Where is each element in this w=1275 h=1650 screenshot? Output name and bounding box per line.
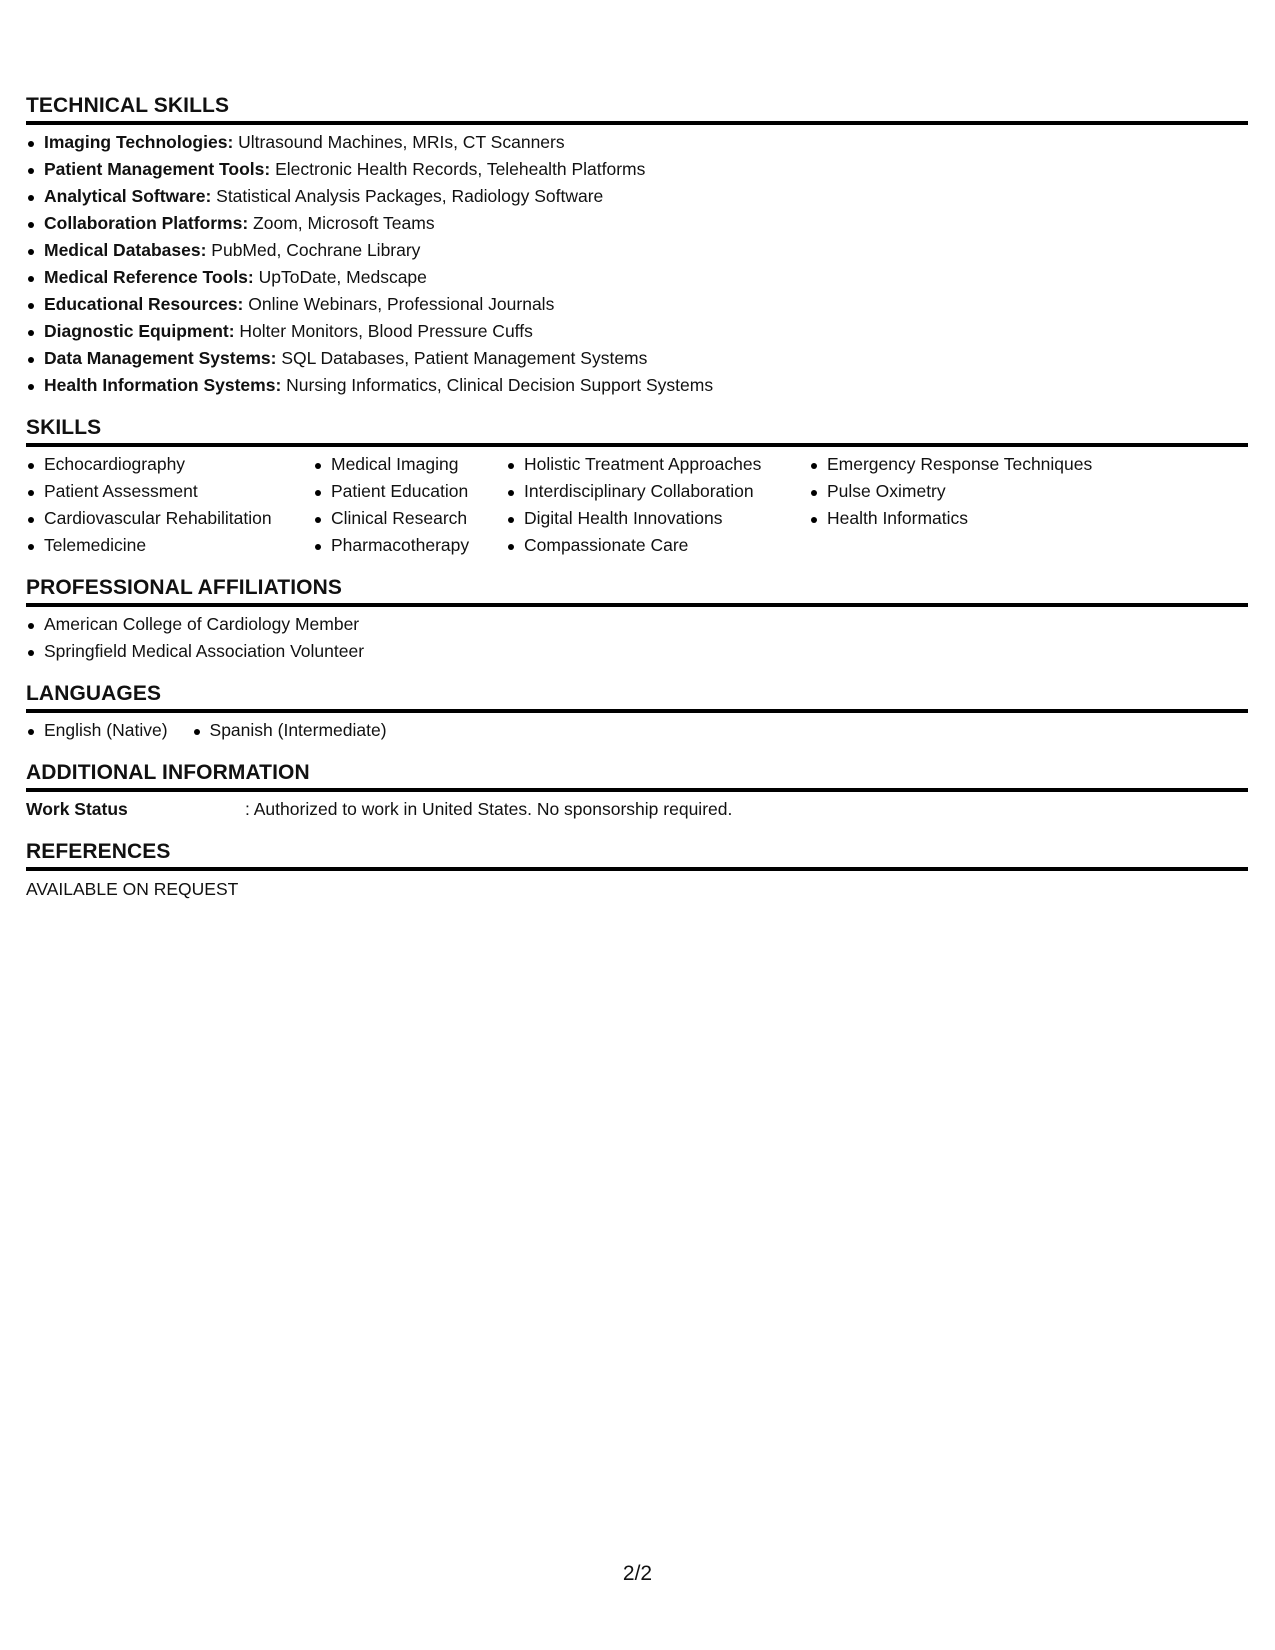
list-item: Medical Reference Tools: UpToDate, Medscape [26,264,1248,291]
skills-column-3 [506,451,809,559]
section-title-references: REFERENCES [26,840,1248,871]
list-item: Medical Imaging [313,451,506,478]
list-item: Digital Health Innovations [506,505,809,532]
list-item: Patient Management Tools: Electronic Health Records, Telehealth Platforms [26,156,1248,183]
list-item: Analytical Software: Statistical Analysis Packages, Radiology Software [26,183,1248,210]
list-item: Medical Databases: PubMed, Cochrane Library [26,237,1248,264]
section-title-skills: SKILLS [26,416,1248,447]
section-title-additional-info: ADDITIONAL INFORMATION [26,761,1248,792]
list-item: American College of Cardiology Member [26,611,1248,638]
list-item: Patient Assessment [26,478,313,505]
list-item: Diagnostic Equipment: Holter Monitors, Blood Pressure Cuffs [26,318,1248,345]
list-item: Clinical Research [313,505,506,532]
list-item: Pulse Oximetry [809,478,1109,505]
section-title-technical-skills: TECHNICAL SKILLS [26,94,1248,125]
languages-section [26,682,1248,744]
skills-column-1 [26,451,313,559]
page-number: 2/2 [622,1562,653,1585]
list-item: Spanish (Intermediate) [192,717,387,744]
additional-info-section [26,761,1248,823]
list-item: Patient Education [313,478,506,505]
references-section [26,840,1248,903]
list-item: Pharmacotherapy [313,532,506,559]
list-item: Cardiovascular Rehabilitation [26,505,313,532]
technical-skills-section [26,94,1248,399]
work-status-row [26,792,1248,823]
list-item: Holistic Treatment Approaches [506,451,809,478]
skills-column-4 [809,451,1109,559]
skills-grid [26,451,1248,559]
skills-column-2 [313,451,506,559]
skills-section [26,416,1248,559]
list-item: Interdisciplinary Collaboration [506,478,809,505]
list-item: Springfield Medical Association Volunteer [26,638,1248,665]
list-item: English (Native) [26,717,168,744]
affiliations-list [26,611,1248,665]
resume-page [26,94,1248,903]
list-item: Data Management Systems: SQL Databases, Patient Management Systems [26,345,1248,372]
list-item: Echocardiography [26,451,313,478]
list-item: Emergency Response Techniques [809,451,1109,478]
section-title-affiliations: PROFESSIONAL AFFILIATIONS [26,576,1248,607]
affiliations-section [26,576,1248,665]
work-status-value: : Authorized to work in United States. No sponsorship required. [245,799,733,819]
technical-skills-list [26,129,1248,399]
work-status-label: Work Status [26,799,128,819]
list-item: Educational Resources: Online Webinars, Professional Journals [26,291,1248,318]
list-item: Health Information Systems: Nursing Informatics, Clinical Decision Support Systems [26,372,1248,399]
section-title-languages: LANGUAGES [26,682,1248,713]
references-text: AVAILABLE ON REQUEST [26,879,239,899]
list-item: Health Informatics [809,505,1109,532]
list-item: Collaboration Platforms: Zoom, Microsoft Teams [26,210,1248,237]
list-item: Imaging Technologies: Ultrasound Machines, MRIs, CT Scanners [26,129,1248,156]
list-item: Telemedicine [26,532,313,559]
list-item: Compassionate Care [506,532,809,559]
languages-list [26,717,1248,744]
